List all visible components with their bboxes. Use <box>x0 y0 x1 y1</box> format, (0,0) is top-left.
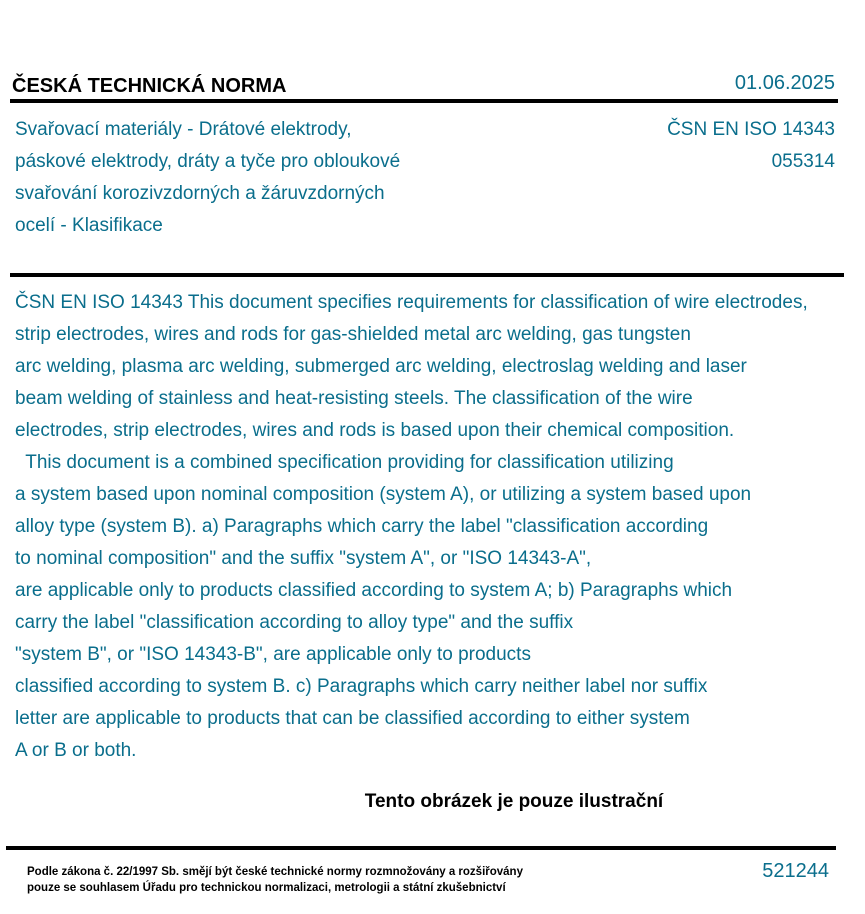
copyright-note-line: Podle zákona č. 22/1997 Sb. smějí být české technické normy rozmnožovány a rozšiřovány <box>27 866 523 878</box>
standard-title-line: ocelí - Klasifikace <box>15 215 163 236</box>
footer-rule <box>6 846 836 850</box>
abstract-line: beam welding of stainless and heat-resisting steels. The classification of the wire <box>15 388 693 409</box>
abstract-line: letter are applicable to products that can be classified according to either system <box>15 708 690 729</box>
abstract-line: classified according to system B. c) Paragraphs which carry neither label nor suffix <box>15 676 708 697</box>
abstract-line: "system B", or "ISO 14343-B", are applicable only to products <box>15 644 531 665</box>
abstract-line: This document is a combined specification providing for classification utilizing <box>15 452 674 473</box>
standard-title-line: páskové elektrody, dráty a tyče pro obloukové <box>15 151 401 172</box>
abstract-line: are applicable only to products classified according to system A; b) Paragraphs which <box>15 580 733 601</box>
copyright-note-line: pouze se souhlasem Úřadu pro technickou normalizaci, metrologii a státní zkušebnictví <box>27 882 506 894</box>
abstract-line: A or B or both. <box>15 740 137 761</box>
abstract-line: alloy type (system B). a) Paragraphs which carry the label "classification according <box>15 516 709 537</box>
abstract-line: ČSN EN ISO 14343 This document specifies requirements for classification of wire electrodes, <box>15 292 808 313</box>
standard-number: ČSN EN ISO 14343 <box>667 119 835 140</box>
illustration-caption: Tento obrázek je pouze ilustrační <box>364 791 664 812</box>
header-rule <box>10 99 838 103</box>
standard-identifiers <box>667 114 835 178</box>
abstract-line: arc welding, plasma arc welding, submerged arc welding, electroslag welding and laser <box>15 356 747 377</box>
standard-title-line: Svařovací materiály - Drátové elektrody, <box>15 119 352 140</box>
page-title: ČESKÁ TECHNICKÁ NORMA <box>12 75 287 97</box>
abstract-line: electrodes, strip electrodes, wires and rods is based upon their chemical composition. <box>15 420 735 441</box>
standard-title-line: svařování korozivzdorných a žáruvzdorných <box>15 183 385 204</box>
copyright-note <box>27 864 523 896</box>
standard-title <box>15 114 400 242</box>
abstract-line: strip electrodes, wires and rods for gas-shielded metal arc welding, gas tungsten <box>15 324 691 345</box>
abstract <box>15 287 865 767</box>
document-code: 521244 <box>762 860 829 882</box>
abstract-line: carry the label "classification according to alloy type" and the suffix <box>15 612 574 633</box>
section-rule <box>10 273 844 277</box>
classification-code: 055314 <box>771 151 835 172</box>
publication-date: 01.06.2025 <box>734 72 835 94</box>
abstract-line: a system based upon nominal composition (system A), or utilizing a system based upon <box>15 484 752 505</box>
abstract-line: to nominal composition" and the suffix "system A", or "ISO 14343-A", <box>15 548 592 569</box>
